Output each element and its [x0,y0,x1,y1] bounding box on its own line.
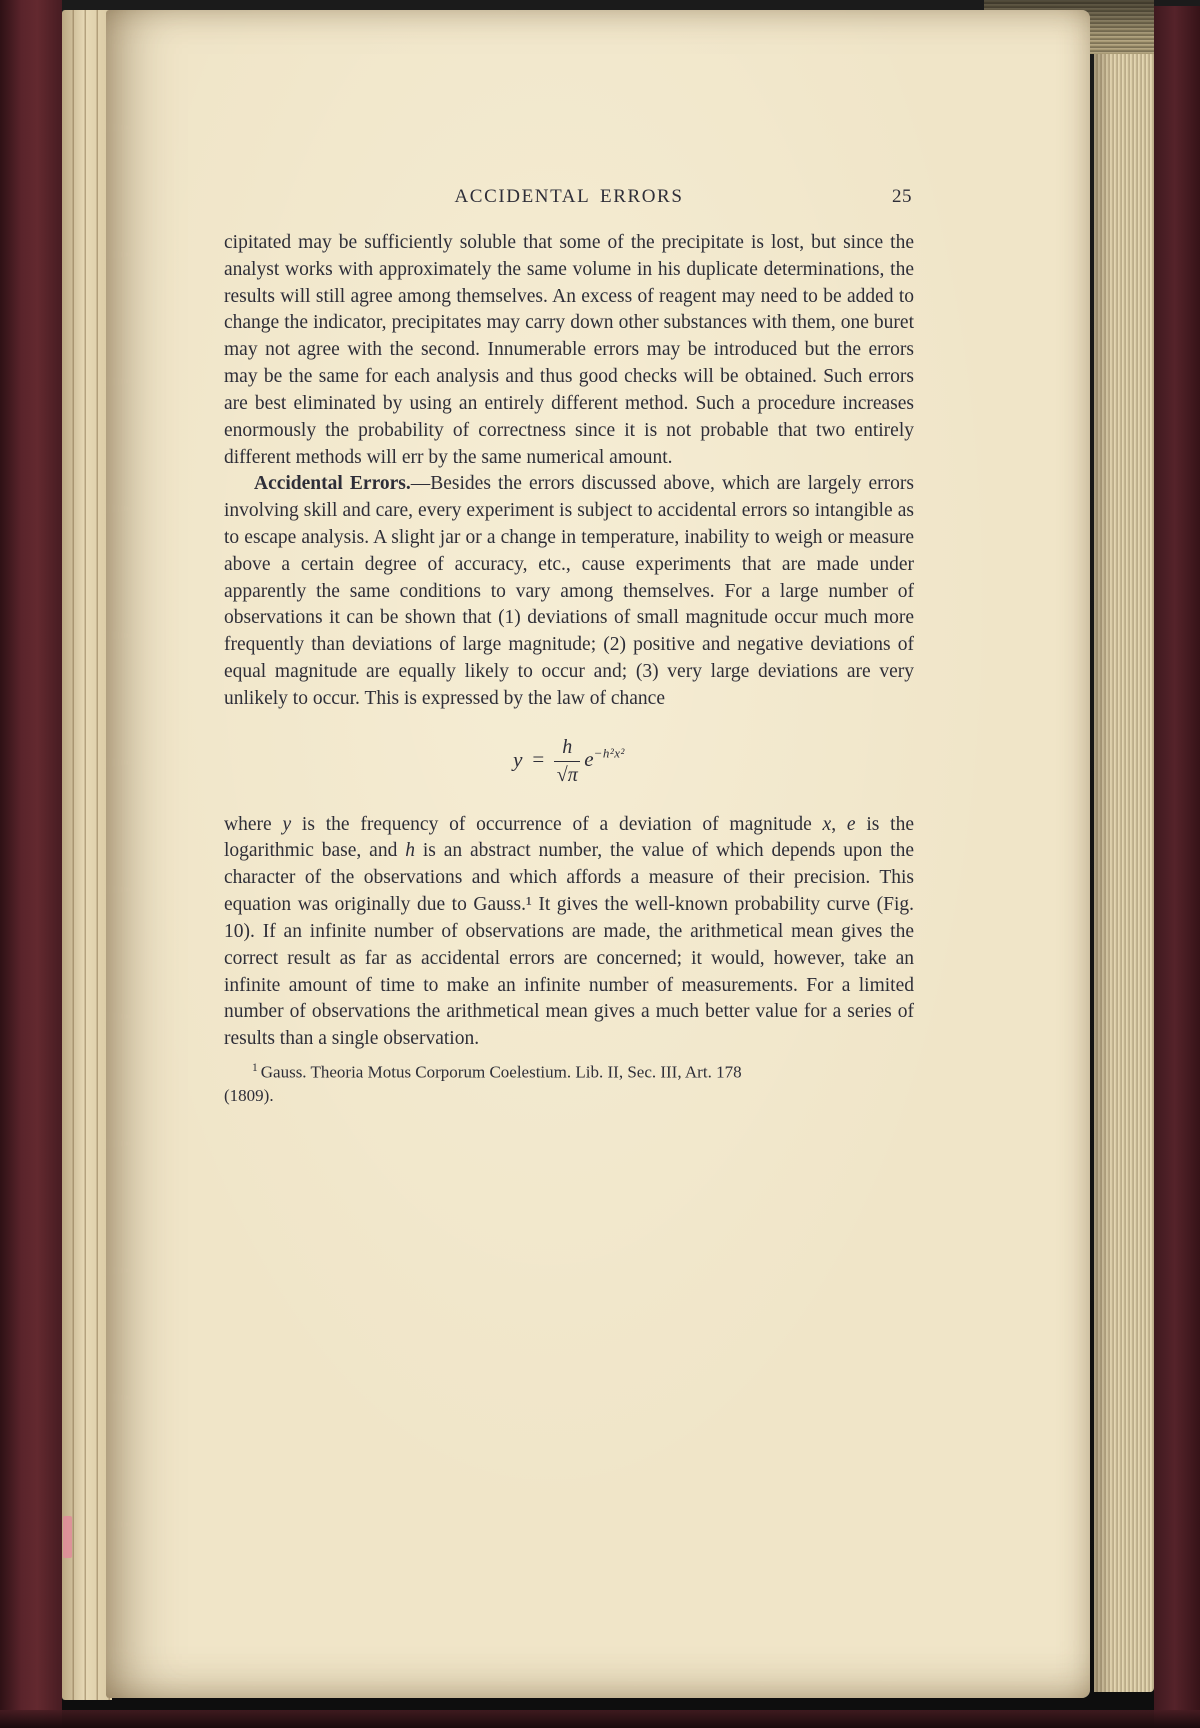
footnote-line-1 [224,1061,914,1085]
paragraph-continuation: cipitated may be sufficiently soluble that some of the precipitate is lost, but since the analyst works with approximately the same volume in his duplicate determinations, the results will still agree among themselves. An excess of reagent may need to be added to change the indicator, precipitates may carry down other substances with them, one buret may not agree with the second. Innumerable errors may be introduced but the errors may be the same for each analysis and thus good checks will be obtained. Such errors are best eliminated by using an entirely different method. Such a procedure increases enormously the probability of correctness since it is not probable that two entirely different methods will err by the same numerical amount. [224,232,914,468]
paragraph-lead-rest: —Besides the errors discussed above, which are largely errors involving skill and care, every experiment is subject to accidental errors so intangible as to escape analysis. A slight jar or a change in temperature, inability to weigh or measure above a certain degree of accuracy, etc., cause experiments that are made under apparently the same conditions to vary among themselves. For a large number of observations it can be shown that (1) deviations of small magnitude occur much more frequently than deviations of large magnitude; (2) positive and negative deviations of equal magnitude are equally likely to occur and; (3) very large deviations are very unlikely to occur. This is expressed by the law of chance [224,473,914,709]
paragraph-lead-bold: Accidental Errors. [254,473,411,495]
formula-fraction [554,737,580,786]
paragraph-formula-explanation: where y is the frequency of occurrence of a deviation of magnitude x, e is the logarithmic base, and h is an abstract number, the value of which depends upon the character of the observations and which affords a measure of their precision. This equation was originally due to Gauss.¹ It gives the well-known probability curve (Fig. 10). If an infinite number of observations are made, the arithmetical mean gives the correct result as far as accidental errors are concerned; it would, however, take an infinite amount of time to make an infinite number of measurements. For a limited number of observations the arithmetical mean gives a much better value for a series of results than a single observation. [224,813,914,1050]
formula-exponent: −h²x² [593,744,625,760]
running-title: ACCIDENTAL ERRORS [454,186,684,207]
page-header [224,186,914,208]
footnote-text: Gauss. Theoria Motus Corporum Coelestium. Lib. II, Sec. III, Art. 178 [260,1062,742,1082]
page-edge-stain [63,1516,72,1558]
paragraph-accidental-errors [224,471,914,712]
book-cover-right-edge [1154,6,1200,1728]
book-cover-left-edge [0,0,62,1728]
page-stack-fore-edge [1094,16,1154,1692]
page-content [224,186,914,1698]
footnote-line-2: (1809). [224,1085,274,1105]
body-text [224,230,914,1053]
formula-numerator: h [554,737,580,762]
footnote [224,1061,914,1108]
law-of-chance-formula [224,737,914,786]
book-cover-bottom-edge [0,1710,1200,1728]
book-page [106,10,1090,1698]
page-number: 25 [892,186,912,207]
formula-exponential-base: e [584,746,594,771]
formula-lhs: y [513,746,523,771]
footnote-marker: 1 [252,1061,258,1074]
formula-equals: = [532,746,545,771]
binding-gutter-pages [62,10,112,1700]
formula-denominator: √π [556,763,578,786]
